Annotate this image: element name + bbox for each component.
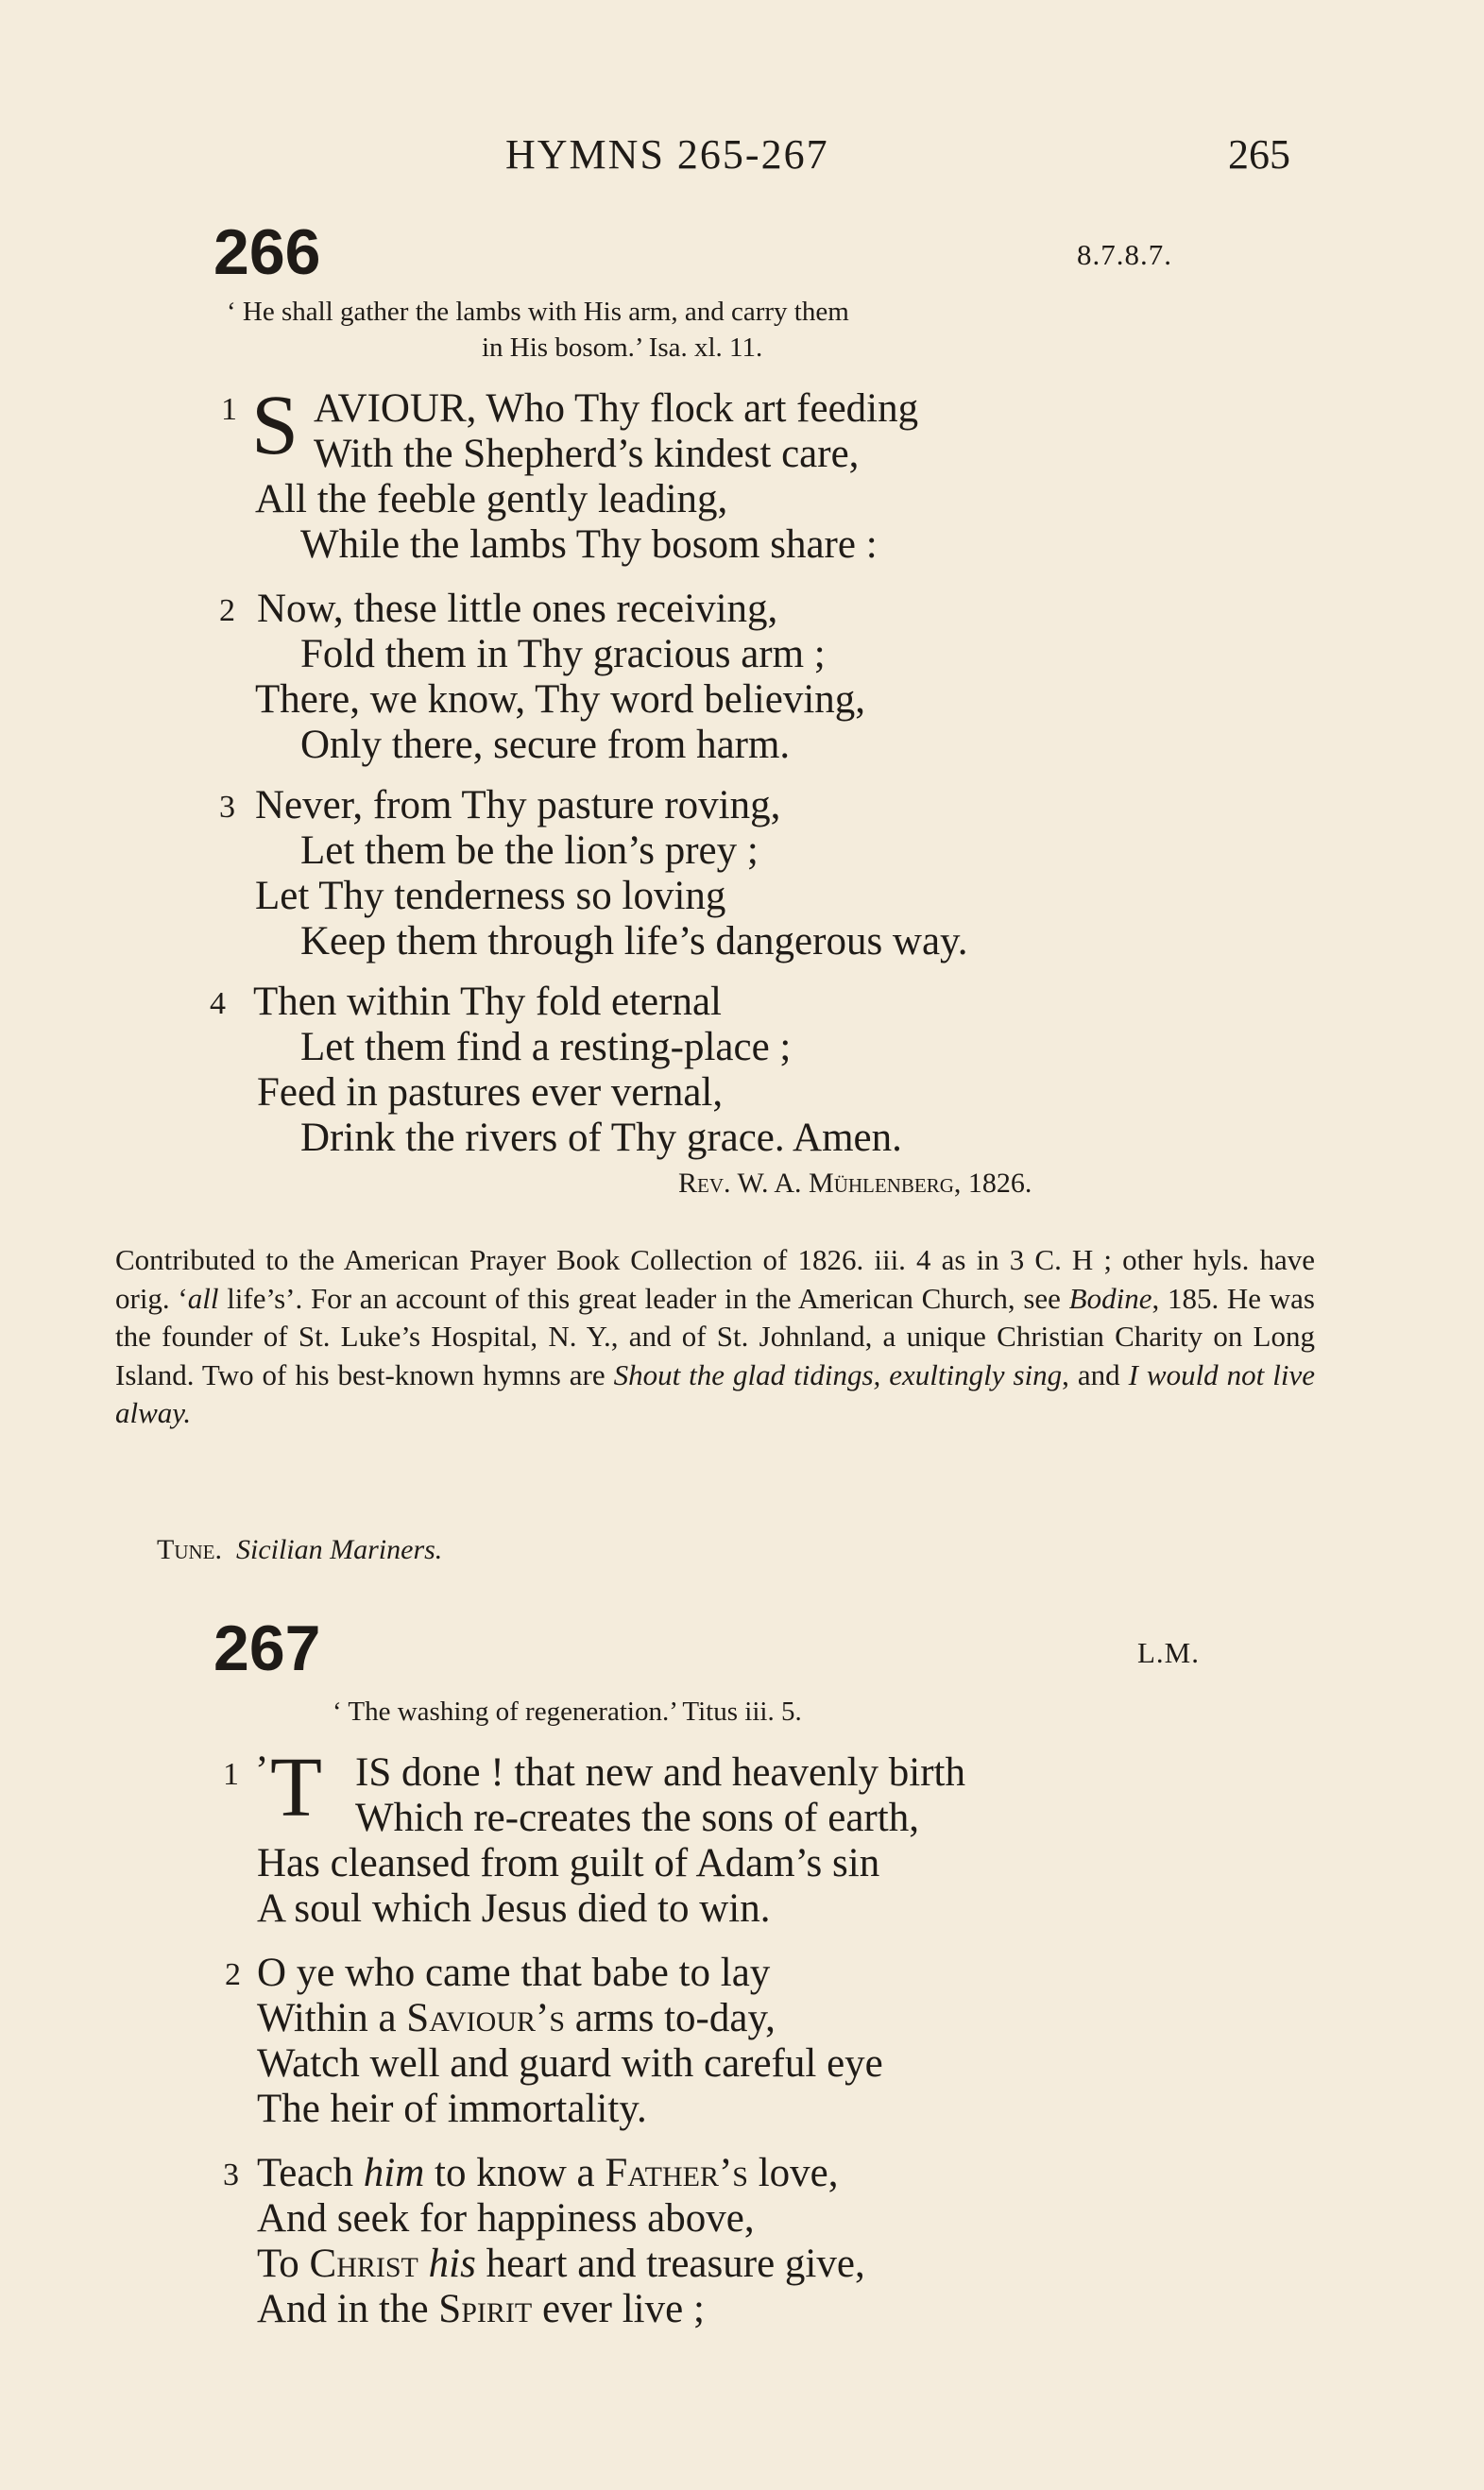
hymn-line: All the feeble gently leading, bbox=[255, 477, 728, 521]
hymn-line: Only there, secure from harm. bbox=[300, 723, 791, 767]
hymn-line: To Christ his heart and treasure give, bbox=[257, 2242, 865, 2286]
hymn-line: A soul which Jesus died to win. bbox=[257, 1886, 771, 1931]
hymn-266-tune: Tune. Sicilian Mariners. bbox=[157, 1534, 443, 1565]
verse-number: 1 bbox=[221, 392, 237, 427]
hymn-267-epigraph: ‘ The washing of regeneration.’ Titus iii. 5. bbox=[333, 1697, 802, 1727]
running-title: HYMNS 265-267 bbox=[505, 131, 829, 178]
hymn-267-number: 267 bbox=[213, 1612, 321, 1684]
hymn-line: Fold them in Thy gracious arm ; bbox=[300, 632, 826, 676]
hymn-line: Feed in pastures ever vernal, bbox=[257, 1070, 724, 1115]
hymn-line: Within a Saviour’s arms to-day, bbox=[257, 1996, 776, 2040]
hymn-266-note: Contributed to the American Prayer Book Collection of 1826. iii. 4 as in 3 C. H ; other hyls. have orig. ‘all life’s’. For an account of this great leader in the American Church, see Bodine, 185. He was the founder of St. Luke’s Hospital, N. Y., and of St. Johnland, a unique Christian Charity on Long Island. Two of his best-known hymns are Shout the glad tidings, exultingly sing, and I would not live alway. bbox=[115, 1243, 1315, 1429]
verse-number: 2 bbox=[225, 1957, 241, 1992]
hymn-line: The heir of immortality. bbox=[257, 2087, 647, 2131]
hymn-line: O ye who came that babe to lay bbox=[257, 1951, 771, 1995]
drop-cap: S bbox=[251, 379, 299, 472]
hymn-line: AVIOUR, Who Thy flock art feeding bbox=[314, 386, 919, 431]
hymn-line: Let them be the lion’s prey ; bbox=[300, 828, 759, 873]
hymn-line: Keep them through life’s dangerous way. bbox=[300, 919, 968, 964]
hymn-line: And in the Spirit ever live ; bbox=[257, 2287, 705, 2331]
verse-number: 2 bbox=[219, 593, 235, 628]
hymn-266-number: 266 bbox=[213, 216, 321, 288]
page-number: 265 bbox=[1228, 131, 1290, 178]
verse-number: 3 bbox=[219, 790, 235, 825]
drop-cap: T bbox=[270, 1741, 322, 1834]
verse-number: 3 bbox=[223, 2157, 239, 2192]
hymn-267-meter: L.M. bbox=[1137, 1636, 1200, 1669]
hymn-line: Then within Thy fold eternal bbox=[253, 980, 722, 1024]
hymn-line: Which re-creates the sons of earth, bbox=[355, 1796, 919, 1840]
verse-number: 4 bbox=[210, 986, 226, 1021]
hymn-line: Has cleansed from guilt of Adam’s sin bbox=[257, 1841, 880, 1885]
opening-apostrophe: ’ bbox=[255, 1748, 269, 1793]
hymn-line: With the Shepherd’s kindest care, bbox=[314, 432, 860, 476]
hymn-line: There, we know, Thy word believing, bbox=[255, 677, 866, 722]
hymn-line: And seek for happiness above, bbox=[257, 2196, 755, 2241]
hymn-line: IS done ! that new and heavenly birth bbox=[355, 1750, 966, 1795]
hymn-line: Let Thy tenderness so loving bbox=[255, 874, 726, 918]
hymn-line: Let them find a resting-place ; bbox=[300, 1025, 792, 1069]
hymn-line: Drink the rivers of Thy grace. Amen. bbox=[300, 1116, 902, 1160]
hymn-line: Never, from Thy pasture roving, bbox=[255, 783, 781, 827]
hymn-266-meter: 8.7.8.7. bbox=[1077, 238, 1172, 271]
verse-number: 1 bbox=[223, 1757, 239, 1792]
hymn-266-epigraph-line1: ‘ He shall gather the lambs with His arm, and carry them bbox=[227, 297, 849, 327]
hymn-line: Teach him to know a Father’s love, bbox=[257, 2151, 839, 2195]
hymn-line: Watch well and guard with careful eye bbox=[257, 2041, 883, 2086]
hymn-line: Now, these little ones receiving, bbox=[257, 587, 778, 631]
hymn-266-epigraph-line2: in His bosom.’ Isa. xl. 11. bbox=[482, 333, 763, 363]
hymn-line: While the lambs Thy bosom share : bbox=[300, 522, 878, 567]
hymn-266-author: Rev. W. A. Mühlenberg, 1826. bbox=[678, 1168, 1032, 1199]
